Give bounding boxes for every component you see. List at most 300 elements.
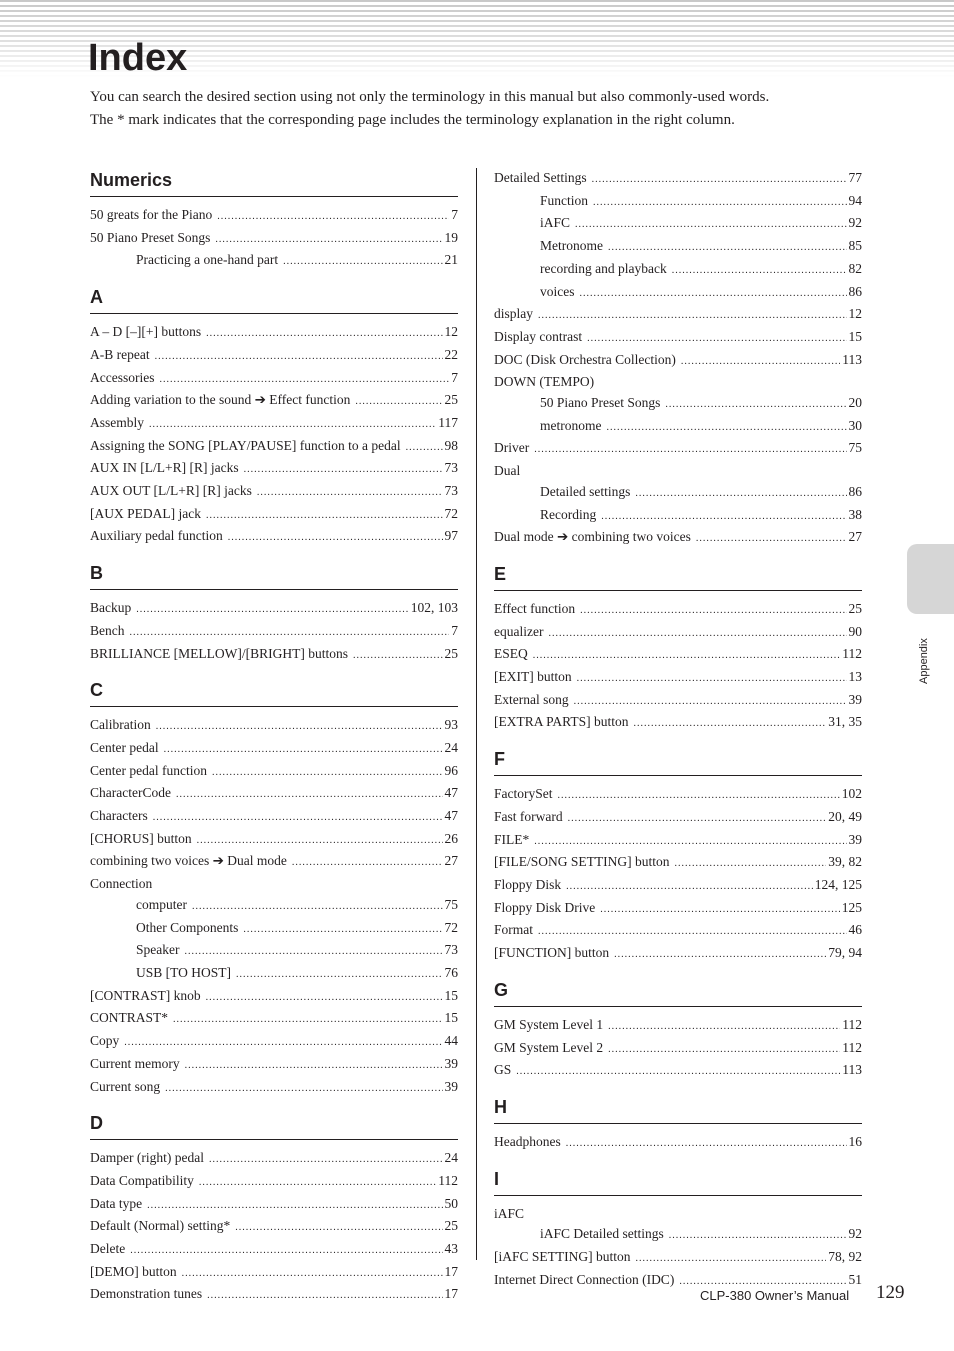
entry-page: 102 — [841, 786, 862, 802]
entry-term: Metronome — [540, 238, 603, 254]
entry-page: 112 — [842, 646, 862, 662]
index-entry — [90, 458, 458, 481]
entry-page: 86 — [848, 483, 862, 499]
index-entry — [494, 168, 862, 191]
entry-term: combining two voices ➔ Dual mode — [90, 853, 287, 869]
section-heading: H — [494, 1095, 862, 1124]
section-heading: E — [494, 562, 862, 591]
entry-term: A – D [–][+] buttons — [90, 324, 202, 340]
entry-term: Calibration — [90, 717, 151, 733]
entry-page: 27 — [444, 853, 458, 869]
dot-leader — [124, 1033, 442, 1054]
dot-leader — [292, 853, 443, 874]
entry-term: GS — [494, 1062, 512, 1078]
index-entry — [494, 304, 862, 327]
entry-page: 75 — [444, 896, 458, 912]
entry-page: 51 — [848, 1271, 862, 1287]
entry-page: 27 — [848, 529, 862, 545]
index-section — [494, 1167, 862, 1293]
index-entry — [494, 461, 862, 482]
entry-page: 73 — [444, 483, 458, 499]
index-subentry — [90, 250, 458, 273]
dot-leader — [608, 1017, 840, 1038]
index-section — [494, 562, 862, 735]
index-entry — [494, 943, 862, 966]
index-entry — [494, 327, 862, 350]
index-entry — [494, 898, 862, 921]
dot-leader — [592, 170, 847, 191]
footer-manual-name: CLP-380 Owner’s Manual — [700, 1288, 850, 1303]
entry-page: 15 — [848, 328, 862, 344]
entry-term: FactorySet — [494, 786, 553, 802]
dot-leader — [665, 395, 846, 416]
index-entry — [494, 690, 862, 713]
entry-term: Damper (right) pedal — [90, 1150, 204, 1166]
index-section — [90, 561, 458, 666]
index-subentry — [90, 940, 458, 963]
dot-leader — [681, 352, 840, 373]
entry-page: 26 — [444, 830, 458, 846]
entry-page: 77 — [848, 170, 862, 185]
entry-page: 92 — [848, 215, 862, 231]
index-entry — [90, 644, 458, 667]
dot-leader — [206, 506, 443, 527]
index-entry — [494, 1204, 862, 1225]
entry-page: 98 — [444, 437, 458, 453]
entry-term: GM System Level 2 — [494, 1039, 604, 1055]
section-heading: C — [90, 678, 458, 707]
index-entry — [494, 644, 862, 667]
index-entry — [90, 783, 458, 806]
entry-term: Dual mode ➔ combining two voices — [494, 529, 691, 545]
entry-page: 92 — [848, 1226, 862, 1242]
entry-term: 50 Piano Preset Songs — [90, 229, 211, 245]
index-entry — [90, 1171, 458, 1194]
index-subentry — [494, 191, 862, 214]
entry-page: 7 — [451, 622, 458, 638]
entry-term: iAFC — [494, 1205, 525, 1221]
index-entry — [90, 715, 458, 738]
index-section — [90, 168, 458, 273]
entry-page: 79, 94 — [828, 945, 862, 961]
index-entry — [494, 875, 862, 898]
entry-page: 12 — [444, 324, 458, 340]
entry-page: 39, 82 — [828, 854, 862, 870]
dot-leader — [675, 854, 827, 875]
entry-term: Format — [494, 922, 533, 938]
entry-page: 17 — [444, 1286, 458, 1302]
entry-page: 17 — [444, 1263, 458, 1279]
entry-term: [iAFC SETTING] button — [494, 1249, 631, 1265]
index-entry — [90, 368, 458, 391]
dot-leader — [696, 529, 847, 550]
dot-leader — [635, 484, 846, 505]
index-entry — [90, 1194, 458, 1217]
section-heading: A — [90, 285, 458, 314]
dot-leader — [185, 1056, 443, 1077]
dot-leader — [153, 808, 443, 829]
page-title: Index — [88, 37, 188, 79]
entry-term: Dual — [494, 463, 521, 479]
entry-page: 112 — [842, 1016, 862, 1032]
index-entry — [90, 829, 458, 852]
dot-leader — [206, 324, 442, 345]
entry-page: 112 — [842, 1039, 862, 1055]
dot-leader — [199, 1173, 436, 1194]
dot-leader — [156, 717, 443, 738]
entry-page: 38 — [848, 506, 862, 522]
dot-leader — [593, 193, 846, 214]
dot-leader — [149, 415, 436, 436]
entry-page: 117 — [438, 414, 458, 430]
index-entry — [90, 1148, 458, 1171]
entry-page: 21 — [444, 252, 458, 268]
index-subentry — [494, 236, 862, 259]
dot-leader — [566, 1134, 847, 1155]
index-column-left — [90, 168, 458, 1319]
index-subentry — [494, 1224, 862, 1247]
dot-leader — [568, 809, 827, 830]
dot-leader — [159, 370, 449, 391]
dot-leader — [176, 785, 443, 806]
entry-page: 102, 103 — [410, 600, 458, 616]
entry-term: Other Components — [136, 919, 239, 935]
entry-term: Backup — [90, 600, 132, 616]
entry-term: [EXTRA PARTS] button — [494, 714, 629, 730]
index-subentry — [90, 895, 458, 918]
entry-term: Auxiliary pedal function — [90, 528, 223, 544]
dot-leader — [184, 942, 442, 963]
entry-term: Function — [540, 192, 589, 208]
dot-leader — [614, 945, 826, 966]
dot-leader — [574, 692, 847, 713]
dot-leader — [173, 1010, 442, 1031]
entry-page: 25 — [444, 1218, 458, 1234]
index-entry — [494, 1015, 862, 1038]
index-entry — [494, 1038, 862, 1061]
entry-term: [DEMO] button — [90, 1263, 177, 1279]
entry-page: 15 — [444, 1010, 458, 1026]
entry-page: 93 — [444, 717, 458, 733]
entry-term: Copy — [90, 1033, 120, 1049]
dot-leader — [212, 763, 443, 784]
entry-term: DOC (Disk Orchestra Collection) — [494, 351, 676, 367]
entry-page: 73 — [444, 942, 458, 958]
dot-leader — [235, 1218, 442, 1239]
index-entry — [494, 920, 862, 943]
entry-page: 47 — [444, 808, 458, 824]
entry-page: 43 — [444, 1241, 458, 1257]
entry-term: Data type — [90, 1195, 143, 1211]
index-entry — [494, 667, 862, 690]
entry-term: Display contrast — [494, 328, 583, 344]
dot-leader — [130, 623, 450, 644]
entry-page: 44 — [444, 1033, 458, 1049]
entry-page: 31, 35 — [828, 714, 862, 730]
entry-page: 97 — [444, 528, 458, 544]
dot-leader — [566, 877, 813, 898]
entry-term: [AUX PEDAL] jack — [90, 505, 201, 521]
index-section — [90, 1111, 458, 1307]
entry-term: [EXIT] button — [494, 669, 572, 685]
entry-term: 50 greats for the Piano — [90, 207, 213, 222]
dot-leader — [136, 600, 409, 621]
entry-term: Center pedal function — [90, 762, 207, 778]
dot-leader — [558, 786, 840, 807]
entry-term: Default (Normal) setting* — [90, 1218, 231, 1234]
entry-term: voices — [540, 283, 575, 299]
entry-page: 94 — [848, 192, 862, 208]
entry-page: 113 — [842, 351, 862, 367]
dot-leader — [534, 832, 846, 853]
index-section — [90, 678, 458, 1099]
dot-leader — [548, 624, 846, 645]
entry-page: 85 — [848, 238, 862, 254]
dot-leader — [672, 261, 847, 282]
entry-page: 7 — [451, 369, 458, 385]
entry-term: Floppy Disk Drive — [494, 899, 596, 915]
index-section — [494, 747, 862, 966]
footer-page-number: 129 — [876, 1282, 905, 1303]
dot-leader — [580, 601, 846, 622]
index-entry — [90, 1031, 458, 1054]
entry-term: CharacterCode — [90, 785, 171, 801]
index-subentry — [494, 393, 862, 416]
entry-page: 15 — [444, 987, 458, 1003]
intro-line-2: The * mark indicates that the corresponding page includes the terminology explanation in the right column. — [90, 112, 735, 128]
dot-leader — [533, 646, 841, 667]
dot-leader — [283, 252, 442, 273]
entry-page: 82 — [848, 260, 862, 276]
entry-page: 7 — [451, 207, 458, 222]
dot-leader — [587, 329, 846, 350]
index-entry — [90, 1284, 458, 1307]
index-subentry — [494, 416, 862, 439]
entry-term: 50 Piano Preset Songs — [540, 395, 661, 411]
dot-leader — [130, 1241, 442, 1262]
dot-leader — [217, 207, 449, 228]
index-entry — [494, 852, 862, 875]
index-subentry — [494, 505, 862, 528]
entry-term: computer — [136, 896, 187, 912]
dot-leader — [228, 528, 443, 549]
dot-leader — [601, 507, 846, 528]
dot-leader — [538, 922, 847, 943]
entry-page: 39 — [848, 831, 862, 847]
entry-page: 72 — [444, 919, 458, 935]
dot-leader — [516, 1062, 840, 1083]
index-entry — [494, 830, 862, 853]
entry-term: Current memory — [90, 1055, 180, 1071]
index-entry — [494, 438, 862, 461]
index-section — [494, 168, 862, 550]
entry-term: External song — [494, 691, 569, 707]
entry-page: 125 — [841, 899, 862, 915]
index-subentry — [494, 282, 862, 305]
dot-leader — [577, 669, 847, 690]
entry-term: USB [TO HOST] — [136, 964, 232, 980]
dot-leader — [575, 215, 846, 236]
entry-term: GM System Level 1 — [494, 1016, 604, 1032]
dot-leader — [244, 460, 443, 481]
index-section — [494, 978, 862, 1083]
entry-page: 124, 125 — [814, 876, 862, 892]
entry-page: 46 — [848, 922, 862, 938]
index-entry — [494, 712, 862, 735]
entry-term: Data Compatibility — [90, 1172, 194, 1188]
entry-term: equalizer — [494, 623, 544, 639]
index-entry — [90, 806, 458, 829]
entry-page: 47 — [444, 785, 458, 801]
entry-term: Fast forward — [494, 808, 563, 824]
index-entry — [90, 738, 458, 761]
entry-term: Characters — [90, 808, 148, 824]
dot-leader — [192, 897, 443, 918]
entry-page: 24 — [444, 1150, 458, 1166]
intro-line-1: You can search the desired section using not only the terminology in this manual but also commonly-used words. — [90, 89, 770, 105]
dot-leader — [147, 1196, 442, 1217]
dot-leader — [243, 920, 442, 941]
appendix-tab — [907, 544, 954, 614]
section-heading: Numerics — [90, 168, 458, 197]
entry-term: metronome — [540, 417, 602, 433]
section-heading: F — [494, 747, 862, 776]
dot-leader — [207, 1286, 442, 1307]
index-entry — [494, 1060, 862, 1083]
index-section — [494, 1095, 862, 1155]
section-heading: I — [494, 1167, 862, 1196]
index-entry — [90, 504, 458, 527]
index-entry — [90, 1054, 458, 1077]
index-entry — [494, 527, 862, 550]
index-entry — [90, 621, 458, 644]
entry-page: 12 — [848, 306, 862, 322]
entry-term: Current song — [90, 1078, 161, 1094]
index-entry — [494, 372, 862, 393]
intro-text — [90, 86, 870, 132]
entry-page: 73 — [444, 460, 458, 476]
entry-term: Headphones — [494, 1133, 561, 1149]
dot-leader — [580, 284, 847, 305]
entry-page: 78, 92 — [828, 1249, 862, 1265]
entry-term: Demonstration tunes — [90, 1286, 203, 1302]
appendix-tab-label: Appendix — [918, 638, 930, 684]
index-entry — [90, 322, 458, 345]
index-entry — [90, 1239, 458, 1262]
index-subentry — [494, 482, 862, 505]
dot-leader — [257, 483, 443, 504]
dot-leader — [534, 440, 846, 461]
entry-term: Internet Direct Connection (IDC) — [494, 1271, 675, 1287]
entry-term: [FILE/SONG SETTING] button — [494, 854, 670, 870]
dot-leader — [164, 740, 443, 761]
dot-leader — [197, 831, 443, 852]
index-subentry — [494, 213, 862, 236]
entry-term: AUX OUT [L/L+R] [R] jacks — [90, 483, 252, 499]
index-entry — [90, 874, 458, 895]
index-entry — [494, 1247, 862, 1270]
index-entry — [494, 807, 862, 830]
entry-term: Assigning the SONG [PLAY/PAUSE] function to a pedal — [90, 437, 401, 453]
entry-term: iAFC — [540, 215, 571, 231]
entry-page: 113 — [842, 1062, 862, 1078]
index-entry — [494, 599, 862, 622]
entry-page: 20 — [848, 395, 862, 411]
section-heading: B — [90, 561, 458, 590]
entry-page: 72 — [444, 505, 458, 521]
index-entry — [494, 784, 862, 807]
entry-term: Assembly — [90, 414, 144, 430]
dot-leader — [538, 306, 847, 327]
dot-leader — [355, 392, 442, 413]
entry-term: recording and playback — [540, 260, 667, 276]
entry-term: AUX IN [L/L+R] [R] jacks — [90, 460, 239, 476]
entry-term: Adding variation to the sound ➔ Effect function — [90, 392, 351, 408]
entry-page: 75 — [848, 440, 862, 456]
dot-leader — [633, 714, 826, 735]
index-entry — [90, 205, 458, 228]
entry-page: 19 — [444, 229, 458, 245]
dot-leader — [236, 965, 442, 986]
entry-page: 39 — [444, 1078, 458, 1094]
entry-page: 39 — [444, 1055, 458, 1071]
entry-term: Connection — [90, 876, 153, 892]
index-subentry — [90, 918, 458, 941]
dot-leader — [608, 238, 847, 259]
index-entry — [90, 390, 458, 413]
entry-term: CONTRAST* — [90, 1010, 169, 1026]
dot-leader — [606, 418, 846, 439]
column-divider — [476, 168, 477, 1260]
entry-page: 24 — [444, 739, 458, 755]
index-entry — [90, 851, 458, 874]
index-subentry — [90, 963, 458, 986]
dot-leader — [353, 646, 443, 667]
entry-page: 76 — [444, 964, 458, 980]
entry-page: 22 — [444, 346, 458, 362]
entry-term: ESEQ — [494, 646, 528, 662]
entry-term: BRILLIANCE [MELLOW]/[BRIGHT] buttons — [90, 645, 348, 661]
entry-page: 30 — [848, 417, 862, 433]
entry-page: 86 — [848, 283, 862, 299]
entry-term: Accessories — [90, 369, 155, 385]
index-entry — [90, 1262, 458, 1285]
index-entry — [90, 436, 458, 459]
entry-page: 16 — [848, 1133, 862, 1149]
index-entry — [90, 1008, 458, 1031]
entry-term: iAFC Detailed settings — [540, 1226, 664, 1242]
entry-term: A-B repeat — [90, 346, 150, 362]
index-entry — [90, 1077, 458, 1100]
entry-term: Driver — [494, 440, 530, 456]
section-heading: G — [494, 978, 862, 1007]
entry-term: Detailed settings — [540, 483, 631, 499]
entry-term: Speaker — [136, 942, 180, 958]
dot-leader — [215, 230, 442, 251]
dot-leader — [608, 1040, 840, 1061]
index-entry — [494, 350, 862, 373]
dot-leader — [155, 347, 443, 368]
dot-leader — [165, 1079, 442, 1100]
index-entry — [90, 598, 458, 621]
index-subentry — [494, 259, 862, 282]
dot-leader — [636, 1249, 827, 1270]
entry-term: [FUNCTION] button — [494, 945, 610, 961]
entry-page: 25 — [444, 645, 458, 661]
entry-page: 50 — [444, 1195, 458, 1211]
entry-page: 96 — [444, 762, 458, 778]
entry-page: 90 — [848, 623, 862, 639]
